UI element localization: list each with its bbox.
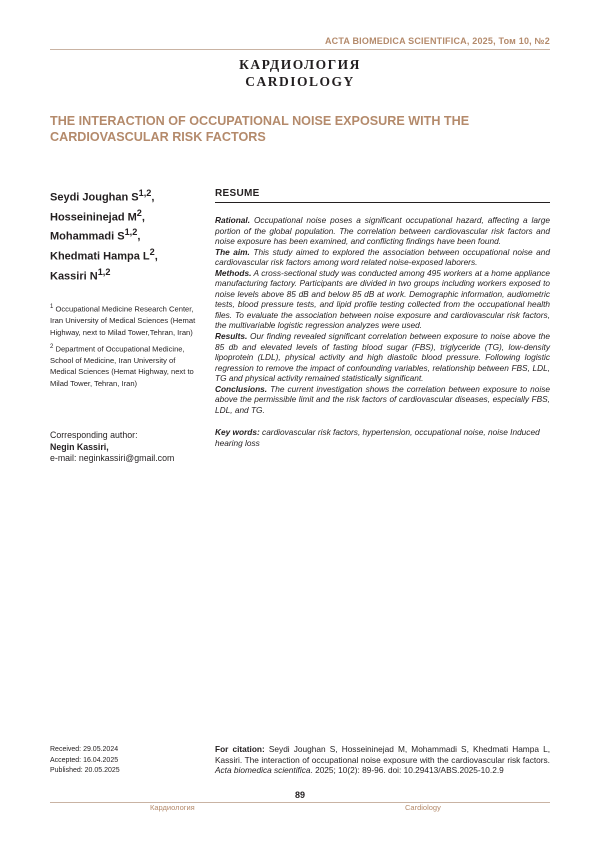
affiliations — [50, 302, 200, 389]
footer-section-en: Cardiology — [405, 803, 441, 812]
corresponding-label: Corresponding author: — [50, 430, 210, 442]
corresponding-name: Negin Kassiri, — [50, 442, 210, 454]
citation-block: For citation: Seydi Joughan S, Hosseininejad M, Mohammadi S, Khedmati Hampa L, Kassiri. The interaction of occupational noise exposure with the cardiovascular risk factors. Acta biomedica scientifica. 2025; 10(2): 89-96. doi: 10.29413/ABS.2025-10.2.9 — [215, 744, 550, 776]
footer-section-ru: Кардиология — [150, 803, 195, 812]
corresponding-email: e-mail: neginkassiri@gmail.com — [50, 453, 210, 465]
abstract-conclusions: Conclusions. The current investigation shows the correlation between exposure to noise above the permissible limit and the risk factors of cardiovascular diseases, especially FBS, LDL, and TG. — [215, 384, 550, 416]
abstract-column — [215, 188, 550, 448]
journal-running-header: ACTA BIOMEDICA SCIENTIFICA, 2025, Том 10, №2 — [325, 36, 550, 46]
author-name: Hosseininejad M2, — [50, 206, 200, 226]
header-rule — [50, 49, 550, 50]
abstract-body — [215, 215, 550, 415]
section-title-ru: КАРДИОЛОГИЯ — [0, 57, 600, 73]
article-title: THE INTERACTION OF OCCUPATIONAL NOISE EXPOSURE WITH THE CARDIOVASCULAR RISK FACTORS — [50, 114, 470, 145]
abstract-aim: The aim. This study aimed to explored the association between occupational noise and cardiovascular risk factors among word related noise-exposed laborers. — [215, 247, 550, 268]
date-accepted: Accepted: 16.04.2025 — [50, 756, 120, 767]
abstract-methods: Methods. A cross-sectional study was conducted among 495 workers at a home appliance manufacturing factory. Participants are divided in two groups including workers exposed to noise levels above 85 dB and below 85 dB at work. Demographic information, audiometric tests, blood pressure tests, and lipid profile testing collected from the occupational health files. To evaluate the association between noise exposure and cardiovascular risk factors, the multivariable logistic regression analyzes were used. — [215, 268, 550, 331]
date-received: Received: 29.05.2024 — [50, 745, 120, 756]
author-name: Khedmati Hampa L2, — [50, 245, 200, 265]
date-published: Published: 20.05.2025 — [50, 766, 120, 777]
author-list — [50, 186, 200, 284]
footer-rule — [50, 802, 550, 803]
author-name: Seydi Joughan S1,2, — [50, 186, 200, 206]
publication-dates — [50, 745, 120, 777]
page-number: 89 — [0, 790, 600, 800]
author-name: Mohammadi S1,2, — [50, 225, 200, 245]
corresponding-author — [50, 430, 210, 465]
resume-heading: RESUME — [215, 188, 550, 203]
author-name: Kassiri N1,2 — [50, 265, 200, 285]
abstract-rational: Rational. Occupational noise poses a significant occupational hazard, affecting a large portion of the global population. The correlation between cardiovascular risk factors and noise exposure has been examined, and conflicting findings have been found. — [215, 215, 550, 247]
affiliation-2: 2 Department of Occupational Medicine, School of Medicine, Iran University of Medical Sciences (Hemat Highway, next to Milad Tower, Tehran, Iran) — [50, 342, 200, 389]
keywords: Key words: cardiovascular risk factors, hypertension, occupational noise, noise Induced hearing loss — [215, 427, 550, 448]
author-column — [50, 186, 200, 393]
section-title-en: CARDIOLOGY — [0, 74, 600, 90]
abstract-results: Results. Our finding revealed significant correlation between exposure to noise above the 85 db and elevated levels of fasting blood sugar (FBS), triglyceride (TG), low-density lipoprotein (LDL), physical activity and high diastolic blood pressure. Following logistic regression to remove the impact of confounding variables, relationship between FBS, LDL, TG and physical activity remained statistically significant. — [215, 331, 550, 384]
affiliation-1: 1 Occupational Medicine Research Center, Iran University of Medical Sciences (Hemat Highway, next to Milad Tower,Tehran, Iran) — [50, 302, 200, 338]
